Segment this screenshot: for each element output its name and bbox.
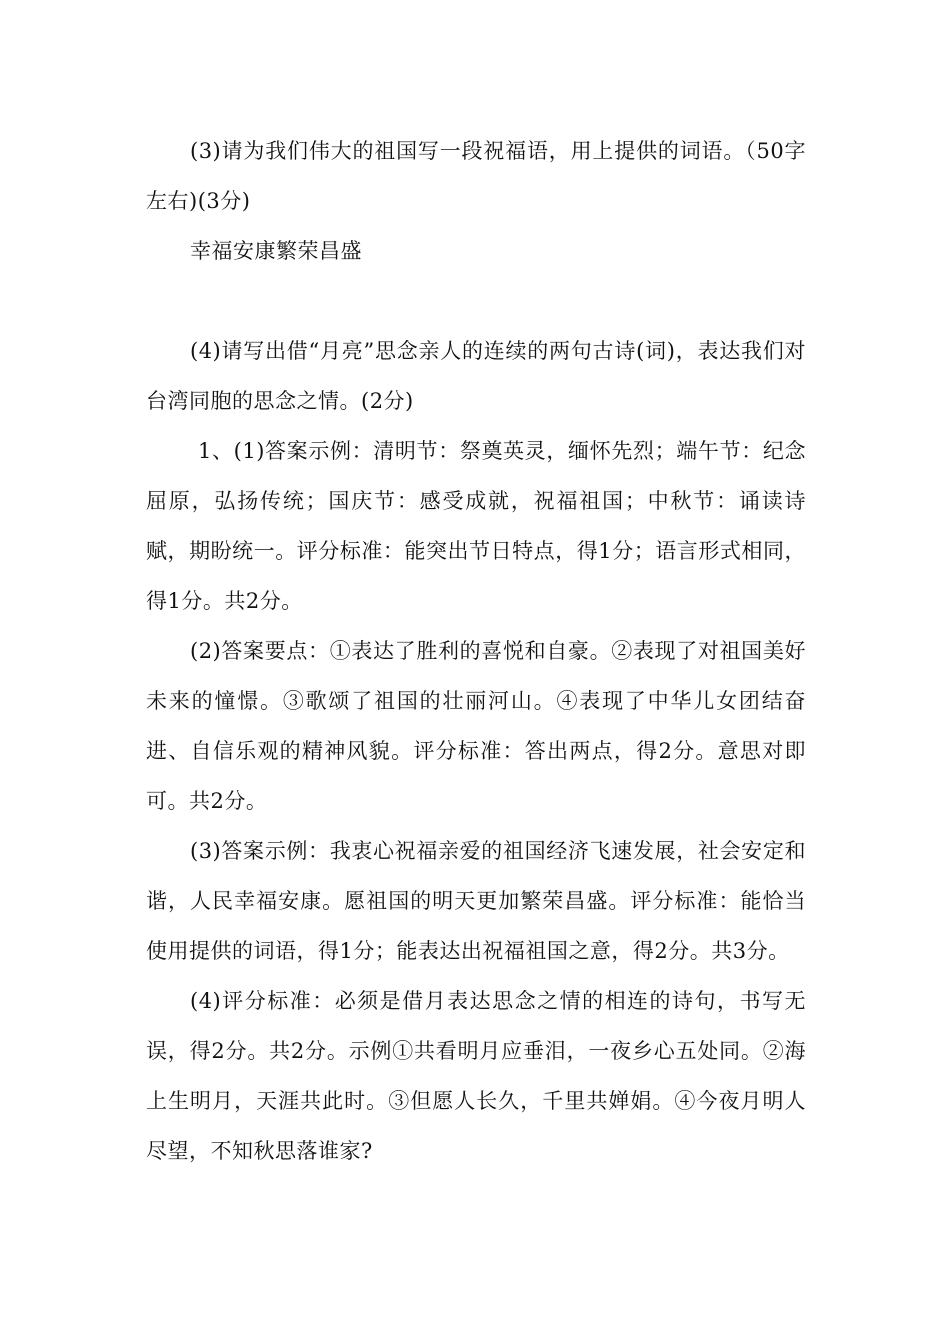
answer-1-2: (2)答案要点：①表达了胜利的喜悦和自豪。②表现了对祖国美好未来的憧憬。③歌颂了祖国的壮丽河山。④表现了中华儿女团结奋进、自信乐观的精神风貌。评分标准：答出两点，得2分。意思对即可。共2分。 — [146, 639, 806, 813]
question-4-prompt: (4)请写出借“月亮”思念亲人的连续的两句古诗(词)，表达我们对台湾同胞的思念之情。(2分) — [146, 339, 806, 413]
answer-1-3: (3)答案示例：我衷心祝福亲爱的祖国经济飞速发展，社会安定和谐，人民幸福安康。愿祖国的明天更加繁荣昌盛。评分标准：能恰当使用提供的词语，得1分；能表达出祝福祖国之意，得2分。共3分。 — [146, 839, 806, 963]
answer-1-1: 1、(1)答案示例：清明节：祭奠英灵，缅怀先烈；端午节：纪念屈原，弘扬传统；国庆节：感受成就，祝福祖国；中秋节：诵读诗赋，期盼统一。评分标准：能突出节日特点，得1分；语言形式相同，得1分。共2分。 — [146, 439, 806, 613]
answer-1-4: (4)评分标准：必须是借月表达思念之情的相连的诗句，书写无误，得2分。共2分。示例①共看明月应垂泪，一夜乡心五处同。②海上生明月，天涯共此时。③但愿人长久，千里共婵娟。④今夜月明人尽望，不知秋思落谁家? — [146, 989, 806, 1163]
question-3-words: 幸福安康繁荣昌盛 — [190, 239, 362, 263]
question-3-prompt: (3)请为我们伟大的祖国写一段祝福语，用上提供的词语。（50字左右)(3分) — [146, 139, 806, 213]
document-page — [146, 126, 806, 1176]
spacer — [146, 276, 806, 326]
